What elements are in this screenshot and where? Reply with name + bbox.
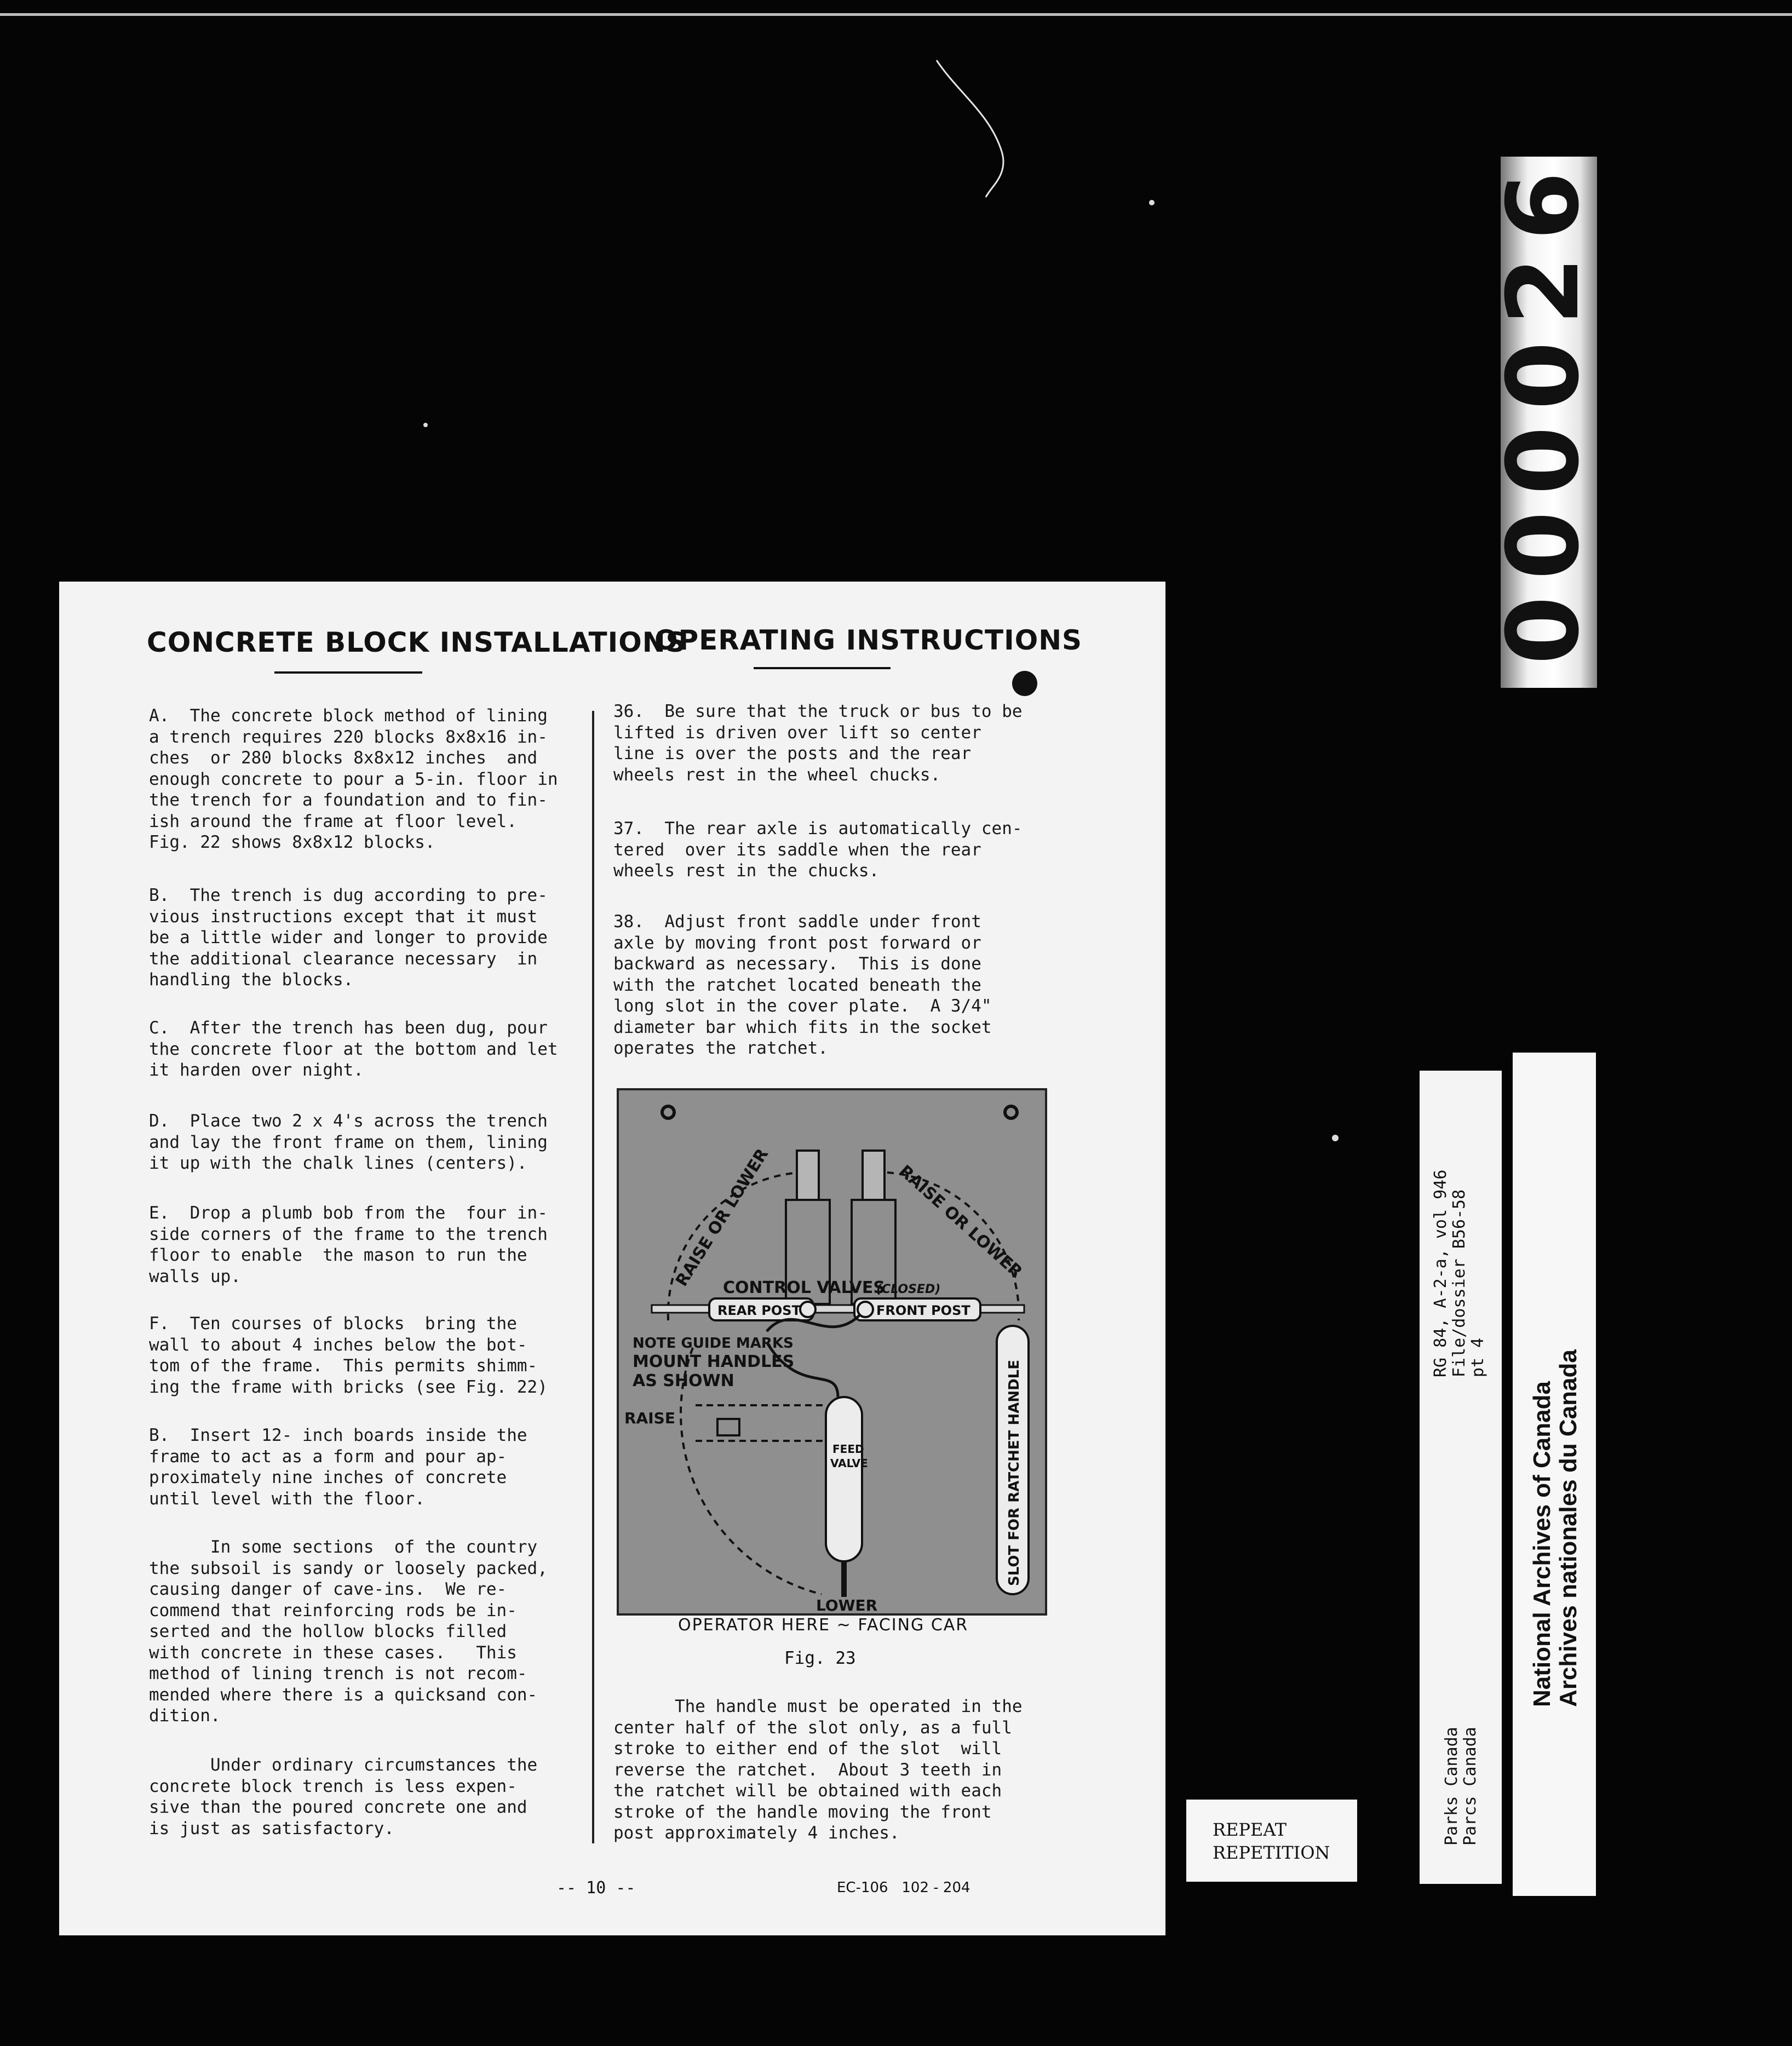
archives-line: National Archives of Canada	[1529, 1381, 1555, 1707]
label-valve: VALVE	[830, 1457, 868, 1470]
repetition-text: REPETITION	[1213, 1842, 1330, 1863]
frame-digit: 0	[1486, 596, 1601, 665]
frame-digit: 0	[1486, 341, 1601, 410]
rear-post-valve	[800, 1302, 815, 1317]
right-heading: OPERATING INSTRUCTIONS	[654, 624, 1083, 656]
frame-digit: 2	[1486, 256, 1601, 325]
agency-line: Parcs Canada	[1461, 1727, 1480, 1846]
left-heading: CONCRETE BLOCK INSTALLATIONS	[147, 627, 686, 658]
label-feed: FEED	[832, 1442, 864, 1456]
label-note-guide-marks: NOTE GUIDE MARKS	[633, 1335, 794, 1352]
paragraph-handle: The handle must be operated in the center half of the slot only, as a full stroke to either end of the slot will reverse the ratchet. About 3 teeth in the ratchet will be obtained with each stroke of the handle moving the front post approximately 4 inches.	[613, 1697, 1023, 1843]
reference-line: RG 84, A-2-a, vol 946	[1431, 1169, 1450, 1377]
left-heading-rule	[274, 671, 422, 674]
label-raise: RAISE	[624, 1409, 675, 1427]
figure-caption: OPERATOR HERE ~ FACING CAR	[678, 1616, 969, 1635]
lift-control-diagram	[619, 1090, 1045, 1613]
column-divider	[592, 711, 594, 1843]
archives-block	[1529, 1349, 1582, 1707]
paragraph-37: 37. The rear axle is automatically cen- tered over its saddle when the rear wheels rest in the chucks.	[613, 819, 1023, 881]
reference-line: File/dossier B56-58	[1450, 1189, 1469, 1377]
reference-label	[1420, 1071, 1502, 1884]
label-front-post: FRONT POST	[876, 1303, 970, 1318]
figure-number: Fig. 23	[784, 1648, 856, 1668]
paragraph-a: A. The concrete block method of lining a trench requires 220 blocks 8x8x16 in- ches or 280 blocks 8x8x12 inches and enough concrete to pour a 5-in. floor in the trench for a foundation and to fin- ish around the frame at floor level. Fig. 22 shows 8x8x12 blocks.	[149, 706, 558, 852]
raise-handle-marker	[717, 1419, 739, 1435]
reference-block	[1432, 1170, 1487, 1377]
paragraph-g: B. Insert 12- inch boards inside the frame to act as a form and pour ap- proximately nine inches of concrete until level with the floor.	[149, 1426, 527, 1509]
paragraph-cave-ins: In some sections of the country the subsoil is sandy or loosely packed, causing danger of cave-ins. We re- commend that reinforcing rods be in- serted and the hollow blocks filled with concrete in these cases. This method of lining trench is not recom- mended where there is a quicksand con- dition.	[149, 1537, 548, 1726]
bolt-left	[662, 1106, 674, 1118]
document-code: EC-106 102 - 204	[837, 1880, 970, 1896]
rear-handle	[797, 1151, 819, 1200]
dust-speck	[423, 423, 428, 427]
archives-label	[1513, 1053, 1596, 1896]
page-number: -- 10 --	[556, 1878, 636, 1898]
front-post-valve	[858, 1302, 873, 1317]
dust-speck	[1332, 1135, 1339, 1141]
frame-digit: 0	[1486, 426, 1601, 495]
front-handle	[863, 1151, 884, 1200]
label-lower: LOWER	[816, 1596, 878, 1613]
archives-line: Archives nationales du Canada	[1555, 1349, 1582, 1707]
feed-valve	[826, 1397, 862, 1561]
frame-number	[1486, 157, 1601, 688]
label-closed: (CLOSED)	[876, 1283, 941, 1296]
label-as-shown: AS SHOWN	[633, 1371, 734, 1390]
film-edge-line	[0, 13, 1792, 16]
paragraph-36: 36. Be sure that the truck or bus to be lifted is driven over lift so center line is over the posts and the rear wheels rest in the wheel chucks.	[613, 702, 1023, 785]
label-mount-handles: MOUNT HANDLES	[633, 1352, 795, 1371]
frame-digit: 0	[1486, 511, 1601, 580]
agency-block	[1443, 1727, 1480, 1846]
label-rear-post: REAR POST	[717, 1303, 801, 1318]
label-raise-lower-left: RAISE OR LOWER	[672, 1145, 773, 1290]
agency-line: Parks Canada	[1442, 1727, 1461, 1846]
paragraph-c: C. After the trench has been dug, pour the concrete floor at the bottom and let it harden over night.	[149, 1018, 558, 1080]
paragraph-38: 38. Adjust front saddle under front axle by moving front post forward or backward as necessary. This is done with the ratchet located beneath the long slot in the cover plate. A 3/4" diameter bar which fits in the socket operates the ratchet.	[613, 912, 992, 1058]
paragraph-b: B. The trench is dug according to pre- vious instructions except that it must be a little wider and longer to provide the additional clearance necessary in handling the blocks.	[149, 886, 548, 990]
film-scratch	[926, 49, 1013, 203]
figure-23-diagram	[617, 1088, 1047, 1616]
label-control-valves: CONTROL VALVES	[723, 1278, 885, 1297]
repeat-label	[1186, 1800, 1357, 1882]
dust-speck	[1149, 200, 1155, 205]
punch-hole	[1012, 671, 1037, 696]
frame-digit: 6	[1486, 171, 1601, 240]
document-page	[59, 582, 1165, 1935]
frame-number-strip	[1486, 157, 1601, 688]
paragraph-circumstances: Under ordinary circumstances the concrete block trench is less expen- sive than the poured concrete one and is just as satisfactory.	[149, 1755, 538, 1838]
label-slot-ratchet-handle: SLOT FOR RATCHET HANDLE	[1006, 1360, 1023, 1586]
repeat-text: REPEAT	[1213, 1819, 1287, 1840]
paragraph-d: D. Place two 2 x 4's across the trench and lay the front frame on them, lining it up with the chalk lines (centers).	[149, 1111, 548, 1173]
paragraph-e: E. Drop a plumb bob from the four in- side corners of the frame to the trench floor to enable the mason to run the walls up.	[149, 1203, 548, 1286]
right-heading-rule	[754, 667, 891, 669]
reference-line: pt 4	[1468, 1337, 1487, 1377]
label-raise-lower-right: RAISE OR LOWER	[895, 1161, 1026, 1282]
paragraph-f: F. Ten courses of blocks bring the wall to about 4 inches below the bot- tom of the frame. This permits shimm- ing the frame with bricks (see Fig. 22)	[149, 1314, 548, 1397]
bolt-right	[1005, 1106, 1017, 1118]
